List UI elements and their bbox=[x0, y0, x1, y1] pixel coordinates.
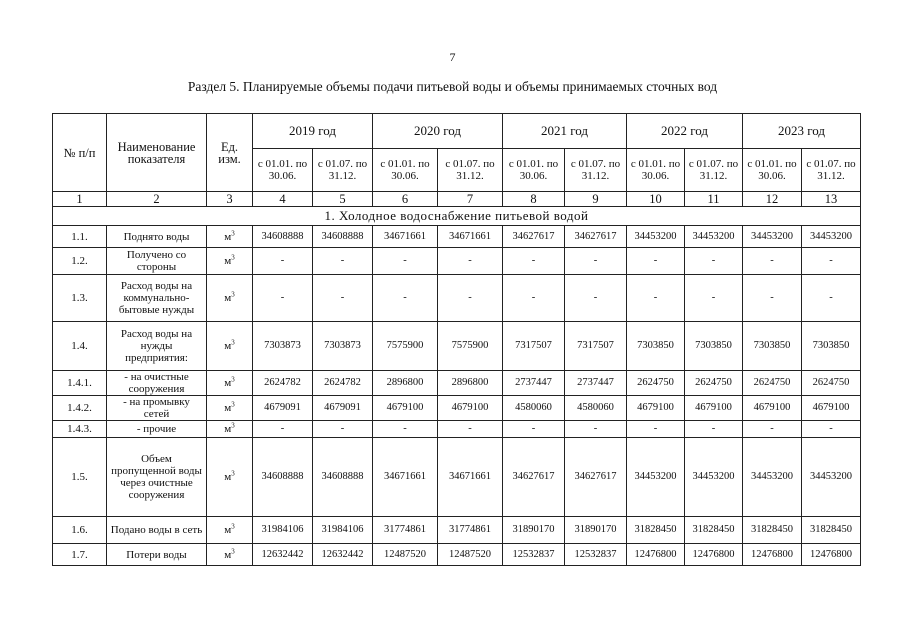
unit-base: м bbox=[224, 402, 232, 414]
unit-exponent: 3 bbox=[231, 375, 235, 384]
row-value: - bbox=[743, 421, 802, 438]
row-value: 4679100 bbox=[373, 396, 438, 421]
row-value: 34453200 bbox=[743, 226, 802, 248]
row-name: Расход воды на нужды предприятия: bbox=[107, 322, 207, 371]
row-value: 34453200 bbox=[743, 438, 802, 517]
column-numbers-row bbox=[53, 192, 861, 207]
row-value: - bbox=[685, 421, 743, 438]
row-value: 12476800 bbox=[802, 544, 861, 566]
row-value: 2624782 bbox=[253, 371, 313, 396]
row-value: - bbox=[565, 248, 627, 275]
row-value: - bbox=[743, 275, 802, 322]
unit-exponent: 3 bbox=[231, 522, 235, 531]
row-unit bbox=[207, 438, 253, 517]
header-name: Наименование показателя bbox=[107, 114, 207, 192]
page-number: 7 bbox=[449, 50, 456, 64]
row-value: - bbox=[438, 421, 503, 438]
row-value: 34453200 bbox=[627, 438, 685, 517]
column-number: 6 bbox=[373, 192, 438, 207]
unit-base: м bbox=[224, 524, 232, 536]
column-number: 2 bbox=[107, 192, 207, 207]
row-value: - bbox=[313, 421, 373, 438]
row-value: - bbox=[313, 275, 373, 322]
row-value: 34627617 bbox=[503, 438, 565, 517]
unit-exponent: 3 bbox=[231, 290, 235, 299]
row-value: 2737447 bbox=[503, 371, 565, 396]
row-value: 34608888 bbox=[253, 226, 313, 248]
row-index: 1.1. bbox=[53, 226, 107, 248]
row-value: - bbox=[627, 275, 685, 322]
row-value: - bbox=[503, 421, 565, 438]
header-row-years bbox=[53, 114, 861, 149]
row-value: 12632442 bbox=[253, 544, 313, 566]
row-value: - bbox=[438, 248, 503, 275]
row-value: 2896800 bbox=[438, 371, 503, 396]
row-value: - bbox=[373, 275, 438, 322]
row-value: 7317507 bbox=[503, 322, 565, 371]
table-row bbox=[53, 275, 861, 322]
table-row bbox=[53, 226, 861, 248]
row-value: 7575900 bbox=[438, 322, 503, 371]
row-value: - bbox=[373, 248, 438, 275]
row-value: 34671661 bbox=[373, 226, 438, 248]
column-number: 5 bbox=[313, 192, 373, 207]
header-year: 2019 год bbox=[253, 114, 373, 149]
row-value: 31828450 bbox=[802, 517, 861, 544]
row-value: 7303850 bbox=[743, 322, 802, 371]
row-unit bbox=[207, 226, 253, 248]
row-value: 31828450 bbox=[627, 517, 685, 544]
row-unit bbox=[207, 544, 253, 566]
header-year: 2021 год bbox=[503, 114, 627, 149]
header-period: с 01.01. по 30.06. bbox=[627, 149, 685, 192]
row-value: 31984106 bbox=[253, 517, 313, 544]
header-num: № п/п bbox=[53, 114, 107, 192]
row-value: 34453200 bbox=[685, 226, 743, 248]
unit-exponent: 3 bbox=[231, 338, 235, 347]
row-index: 1.3. bbox=[53, 275, 107, 322]
column-number: 12 bbox=[743, 192, 802, 207]
header-period: с 01.01. по 30.06. bbox=[503, 149, 565, 192]
row-value: 12632442 bbox=[313, 544, 373, 566]
row-value: 4679100 bbox=[685, 396, 743, 421]
column-number: 4 bbox=[253, 192, 313, 207]
row-unit bbox=[207, 421, 253, 438]
unit-base: м bbox=[224, 377, 232, 389]
row-value: - bbox=[627, 248, 685, 275]
header-period: с 01.07. по 31.12. bbox=[802, 149, 861, 192]
row-unit bbox=[207, 371, 253, 396]
row-name: - на промывку сетей bbox=[107, 396, 207, 421]
unit-exponent: 3 bbox=[231, 546, 235, 555]
row-value: - bbox=[253, 275, 313, 322]
row-name: Получено со стороны bbox=[107, 248, 207, 275]
row-value: - bbox=[802, 275, 861, 322]
row-value: 12476800 bbox=[685, 544, 743, 566]
row-index: 1.5. bbox=[53, 438, 107, 517]
column-number: 11 bbox=[685, 192, 743, 207]
row-value: 2624782 bbox=[313, 371, 373, 396]
row-name: Объем пропущенной воды через очистные сооружения bbox=[107, 438, 207, 517]
row-value: - bbox=[438, 275, 503, 322]
header-period: с 01.01. по 30.06. bbox=[253, 149, 313, 192]
row-value: 4679091 bbox=[253, 396, 313, 421]
row-index: 1.4.3. bbox=[53, 421, 107, 438]
header-period: с 01.07. по 31.12. bbox=[565, 149, 627, 192]
header-period: с 01.07. по 31.12. bbox=[313, 149, 373, 192]
table-row bbox=[53, 322, 861, 371]
table-row bbox=[53, 517, 861, 544]
row-value: - bbox=[685, 248, 743, 275]
row-unit bbox=[207, 517, 253, 544]
unit-base: м bbox=[224, 255, 232, 267]
row-unit bbox=[207, 248, 253, 275]
row-value: 34608888 bbox=[253, 438, 313, 517]
header-period: с 01.07. по 31.12. bbox=[438, 149, 503, 192]
table-row bbox=[53, 438, 861, 517]
row-value: - bbox=[802, 421, 861, 438]
header-year: 2023 год bbox=[743, 114, 861, 149]
row-value: 12476800 bbox=[743, 544, 802, 566]
row-value: 31774861 bbox=[438, 517, 503, 544]
row-value: 4679091 bbox=[313, 396, 373, 421]
row-value: 31890170 bbox=[503, 517, 565, 544]
row-name: Поднято воды bbox=[107, 226, 207, 248]
row-value: 7303850 bbox=[802, 322, 861, 371]
unit-exponent: 3 bbox=[231, 400, 235, 409]
row-value: 7575900 bbox=[373, 322, 438, 371]
section-title: Раздел 5. Планируемые объемы подачи питьевой воды и объемы принимаемых сточных вод bbox=[187, 79, 718, 94]
row-name: Потери воды bbox=[107, 544, 207, 566]
row-value: 34608888 bbox=[313, 226, 373, 248]
column-number: 7 bbox=[438, 192, 503, 207]
row-value: - bbox=[503, 248, 565, 275]
row-value: 12532837 bbox=[503, 544, 565, 566]
unit-base: м bbox=[224, 423, 232, 435]
header-period: с 01.07. по 31.12. bbox=[685, 149, 743, 192]
unit-exponent: 3 bbox=[231, 469, 235, 478]
unit-base: м bbox=[224, 230, 232, 243]
table-row bbox=[53, 421, 861, 438]
unit-base: м bbox=[224, 340, 232, 352]
row-value: 31774861 bbox=[373, 517, 438, 544]
row-value: 2737447 bbox=[565, 371, 627, 396]
row-name: Расход воды на коммунально-бытовые нужды bbox=[107, 275, 207, 322]
row-value: 4679100 bbox=[627, 396, 685, 421]
unit-exponent: 3 bbox=[231, 228, 235, 237]
row-value: 4580060 bbox=[565, 396, 627, 421]
column-number: 8 bbox=[503, 192, 565, 207]
unit-base: м bbox=[224, 548, 232, 561]
row-value: 12487520 bbox=[438, 544, 503, 566]
row-index: 1.4.2. bbox=[53, 396, 107, 421]
row-value: 12476800 bbox=[627, 544, 685, 566]
row-value: 7303850 bbox=[627, 322, 685, 371]
row-value: 7303850 bbox=[685, 322, 743, 371]
row-value: 7303873 bbox=[253, 322, 313, 371]
row-value: - bbox=[802, 248, 861, 275]
row-value: 4679100 bbox=[743, 396, 802, 421]
row-value: 34671661 bbox=[438, 226, 503, 248]
row-index: 1.4. bbox=[53, 322, 107, 371]
row-value: 12487520 bbox=[373, 544, 438, 566]
row-value: 31828450 bbox=[743, 517, 802, 544]
table-row bbox=[53, 371, 861, 396]
row-unit bbox=[207, 275, 253, 322]
row-value: - bbox=[503, 275, 565, 322]
column-number: 3 bbox=[207, 192, 253, 207]
row-value: 31828450 bbox=[685, 517, 743, 544]
row-unit bbox=[207, 322, 253, 371]
unit-exponent: 3 bbox=[231, 253, 235, 262]
row-value: - bbox=[313, 248, 373, 275]
row-value: - bbox=[373, 421, 438, 438]
row-value: 2624750 bbox=[802, 371, 861, 396]
row-value: 12532837 bbox=[565, 544, 627, 566]
column-number: 13 bbox=[802, 192, 861, 207]
row-index: 1.7. bbox=[53, 544, 107, 566]
row-value: - bbox=[685, 275, 743, 322]
header-period: с 01.01. по 30.06. bbox=[743, 149, 802, 192]
header-year: 2022 год bbox=[627, 114, 743, 149]
row-value: 34627617 bbox=[565, 438, 627, 517]
row-value: 34453200 bbox=[685, 438, 743, 517]
row-value: 2624750 bbox=[627, 371, 685, 396]
column-number: 9 bbox=[565, 192, 627, 207]
row-value: - bbox=[253, 421, 313, 438]
row-value: 4679100 bbox=[802, 396, 861, 421]
row-value: 2896800 bbox=[373, 371, 438, 396]
row-value: 34453200 bbox=[802, 438, 861, 517]
row-index: 1.6. bbox=[53, 517, 107, 544]
row-value: - bbox=[253, 248, 313, 275]
row-index: 1.4.1. bbox=[53, 371, 107, 396]
row-value: 4679100 bbox=[438, 396, 503, 421]
water-volume-table bbox=[52, 113, 861, 566]
row-value: - bbox=[565, 421, 627, 438]
row-value: - bbox=[743, 248, 802, 275]
row-value: 7317507 bbox=[565, 322, 627, 371]
row-value: 31890170 bbox=[565, 517, 627, 544]
row-value: 2624750 bbox=[685, 371, 743, 396]
row-unit bbox=[207, 396, 253, 421]
row-value: 7303873 bbox=[313, 322, 373, 371]
row-value: - bbox=[565, 275, 627, 322]
table-row bbox=[53, 248, 861, 275]
table-row bbox=[53, 396, 861, 421]
header-unit: Ед. изм. bbox=[207, 114, 253, 192]
row-value: 34608888 bbox=[313, 438, 373, 517]
row-value: 34671661 bbox=[438, 438, 503, 517]
header-period: с 01.01. по 30.06. bbox=[373, 149, 438, 192]
row-value: 34453200 bbox=[802, 226, 861, 248]
column-number: 10 bbox=[627, 192, 685, 207]
row-value: 31984106 bbox=[313, 517, 373, 544]
unit-exponent: 3 bbox=[231, 421, 235, 430]
row-value: 34671661 bbox=[373, 438, 438, 517]
unit-base: м bbox=[224, 471, 232, 483]
row-value: 34453200 bbox=[627, 226, 685, 248]
row-value: 34627617 bbox=[503, 226, 565, 248]
header-year: 2020 год bbox=[373, 114, 503, 149]
row-name: Подано воды в сеть bbox=[107, 517, 207, 544]
row-value: - bbox=[627, 421, 685, 438]
section-row bbox=[53, 207, 861, 226]
row-index: 1.2. bbox=[53, 248, 107, 275]
row-name: - на очистные сооружения bbox=[107, 371, 207, 396]
row-value: 2624750 bbox=[743, 371, 802, 396]
column-number: 1 bbox=[53, 192, 107, 207]
row-value: 4580060 bbox=[503, 396, 565, 421]
table-row bbox=[53, 544, 861, 566]
section-label: 1. Холодное водоснабжение питьевой водой bbox=[53, 207, 861, 226]
unit-base: м bbox=[224, 292, 232, 304]
row-name: - прочие bbox=[107, 421, 207, 438]
row-value: 34627617 bbox=[565, 226, 627, 248]
